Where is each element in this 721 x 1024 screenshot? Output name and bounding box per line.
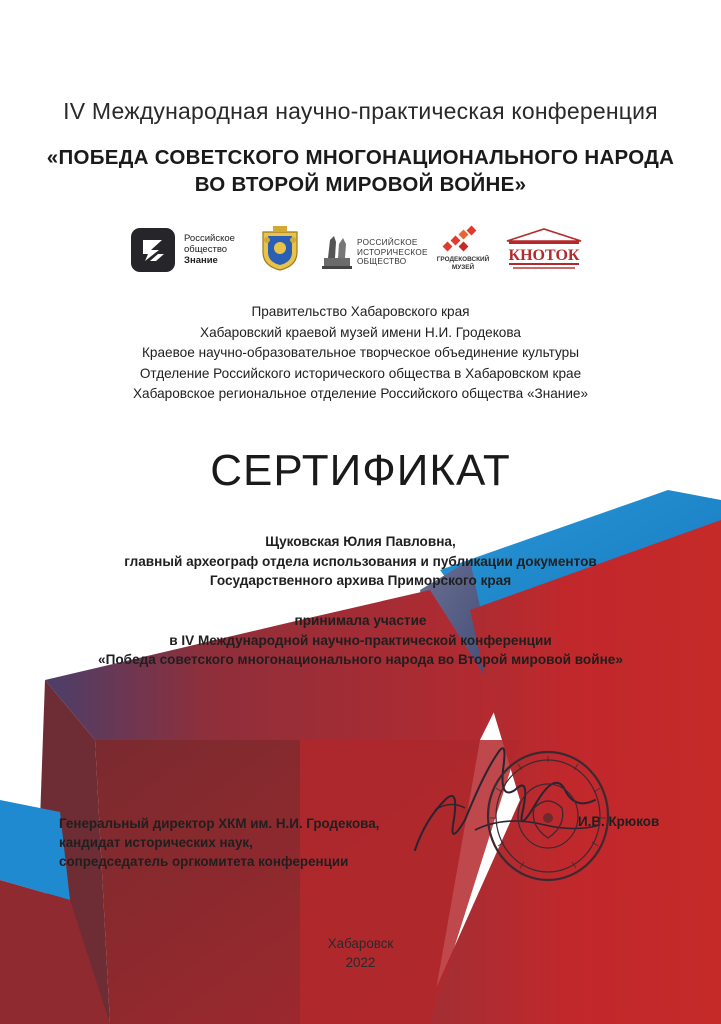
participation-block	[0, 611, 721, 670]
signatory-position-line: сопредседатель оргкомитета конференции	[59, 854, 349, 869]
grodekov-logo-line2: МУЗЕЙ	[451, 263, 475, 271]
organizer-item: Хабаровский краевой музей имени Н.И. Гродекова	[200, 324, 521, 340]
znanie-logo-line2: общество	[184, 244, 228, 255]
participation-line: в IV Международной научно-практической конференции	[169, 632, 552, 648]
rio-logo-line2: ИСТОРИЧЕСКОЕ	[357, 247, 428, 257]
signatory-position-line: Генеральный директор ХКМ им. Н.И. Гродекова,	[59, 816, 380, 831]
knotok-logo-text: КНОТОК	[508, 247, 580, 264]
recipient-organization: Государственного архива Приморского края	[209, 573, 512, 588]
khabarovsk-coat-of-arms-icon	[259, 226, 301, 277]
signatory-position-block	[59, 814, 379, 871]
grodekov-museum-icon	[440, 225, 484, 260]
participation-line: принимала участие	[294, 613, 427, 628]
certificate-title: СЕРТИФИКАТ	[210, 446, 511, 495]
znanie-logo-line3: Знание	[184, 255, 218, 266]
znanie-logo-text	[184, 233, 235, 266]
organizer-item: Краевое научно-образовательное творческое объединение культуры	[142, 345, 579, 360]
rio-logo-line1: РОССИЙСКОЕ	[357, 238, 418, 247]
organizer-item: Отделение Российского исторического общества в Хабаровском крае	[139, 365, 582, 381]
rio-monument-icon	[320, 228, 354, 275]
znanie-logo-icon	[131, 228, 175, 272]
znanie-logo-line1: Российское	[184, 233, 235, 244]
grodekov-logo-text	[433, 256, 493, 271]
rio-logo-text	[357, 238, 428, 267]
participation-line: «Победа советского многонационального народа во Второй мировой войне»	[98, 652, 623, 667]
organizer-item: Правительство Хабаровского края	[251, 304, 470, 319]
knotok-logo	[503, 227, 585, 273]
recipient-position: главный археограф отдела использования и публикации документов	[124, 553, 597, 569]
recipient-block	[0, 532, 721, 591]
recipient-name: Щуковская Юлия Павловна,	[265, 534, 456, 549]
footer-year: 2022	[345, 955, 376, 970]
rio-logo-line3: ОБЩЕСТВО	[357, 257, 407, 266]
conference-title-line2: ВО ВТОРОЙ МИРОВОЙ ВОЙНЕ»	[194, 173, 527, 196]
grodekov-logo-line1: ГРОДЕКОВСКИЙ	[436, 256, 490, 263]
signatory-position-line: кандидат исторических наук,	[59, 835, 253, 850]
organizers-list	[0, 302, 721, 405]
conference-title-line1: «ПОБЕДА СОВЕТСКОГО МНОГОНАЦИОНАЛЬНОГО НАРОДА	[46, 146, 675, 169]
conference-subtitle: IV Международная научно-практическая конференция	[63, 98, 658, 124]
signer-name: И.В. Крюков	[578, 814, 660, 829]
round-stamp-seal	[482, 746, 614, 886]
footer-city: Хабаровск	[327, 936, 394, 951]
organizer-item: Хабаровское региональное отделение Российского общества «Знание»	[132, 386, 589, 401]
